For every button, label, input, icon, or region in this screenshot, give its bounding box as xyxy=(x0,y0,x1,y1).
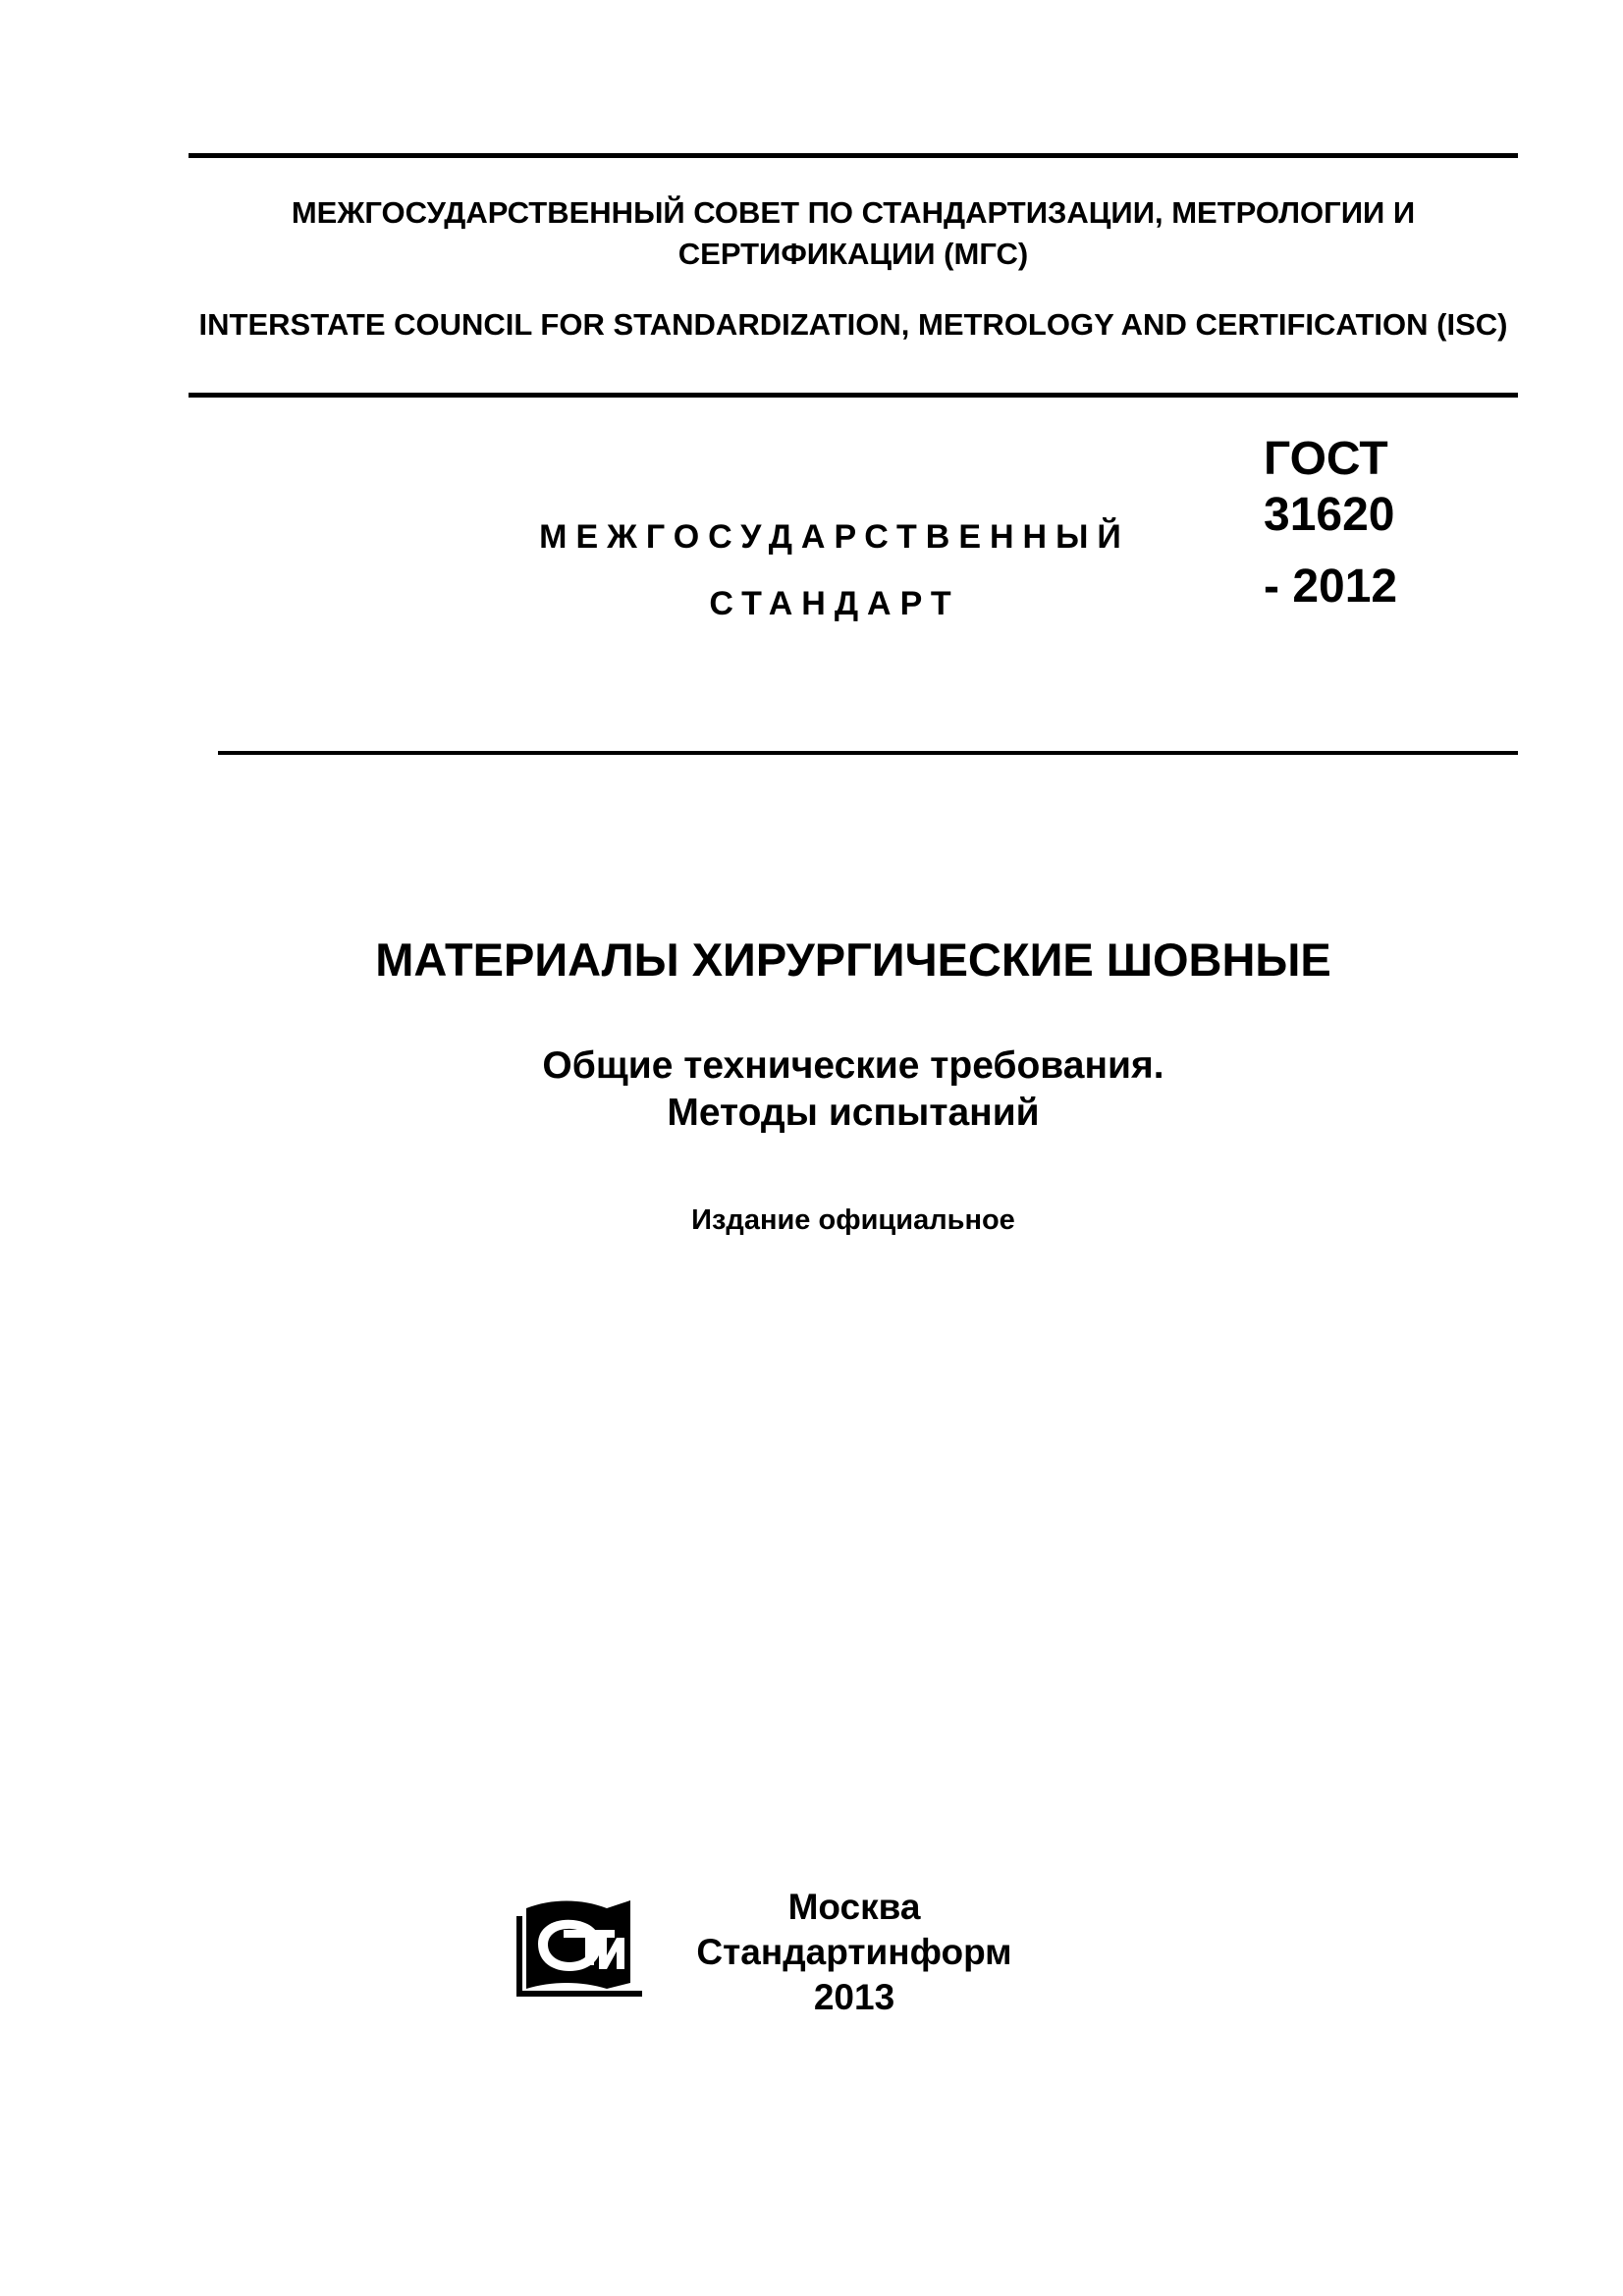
standard-block-rule xyxy=(218,751,1518,755)
council-name-ru: МЕЖГОСУДАРСТВЕННЫЙ СОВЕТ ПО СТАНДАРТИЗАЦИИ, МЕТРОЛОГИИ И СЕРТИФИКАЦИИ (МГС) xyxy=(291,195,1416,271)
gost-year: - 2012 xyxy=(1264,561,1398,613)
subtitle-line2: Методы испытаний xyxy=(667,1092,1040,1134)
header-bottom-rule xyxy=(189,393,1518,398)
top-rule xyxy=(189,153,1518,158)
edition-label: Издание официальное xyxy=(691,1204,1015,1236)
gost-number: 31620 xyxy=(1264,489,1395,541)
standard-kind-line2: СТАНДАРТ xyxy=(709,585,960,622)
document-subtitle xyxy=(189,1042,1518,1137)
council-name-en: INTERSTATE COUNCIL FOR STANDARDIZATION, METROLOGY AND CERTIFICATION (ISC) xyxy=(198,307,1508,342)
imprint-city: Москва xyxy=(787,1887,921,1927)
gost-prefix: ГОСТ xyxy=(1264,433,1388,485)
imprint-block xyxy=(677,1885,1031,2020)
imprint-publisher: Стандартинформ xyxy=(696,1932,1012,1972)
standard-kind-line1: МЕЖГОСУДАРСТВЕННЫЙ xyxy=(539,518,1130,556)
imprint-year: 2013 xyxy=(813,1977,895,2017)
subtitle-line1: Общие технические требования. xyxy=(542,1044,1164,1087)
standartinform-logo-icon xyxy=(513,1895,646,2002)
document-title: МАТЕРИАЛЫ ХИРУРГИЧЕСКИЕ ШОВНЫЕ xyxy=(375,934,1331,986)
